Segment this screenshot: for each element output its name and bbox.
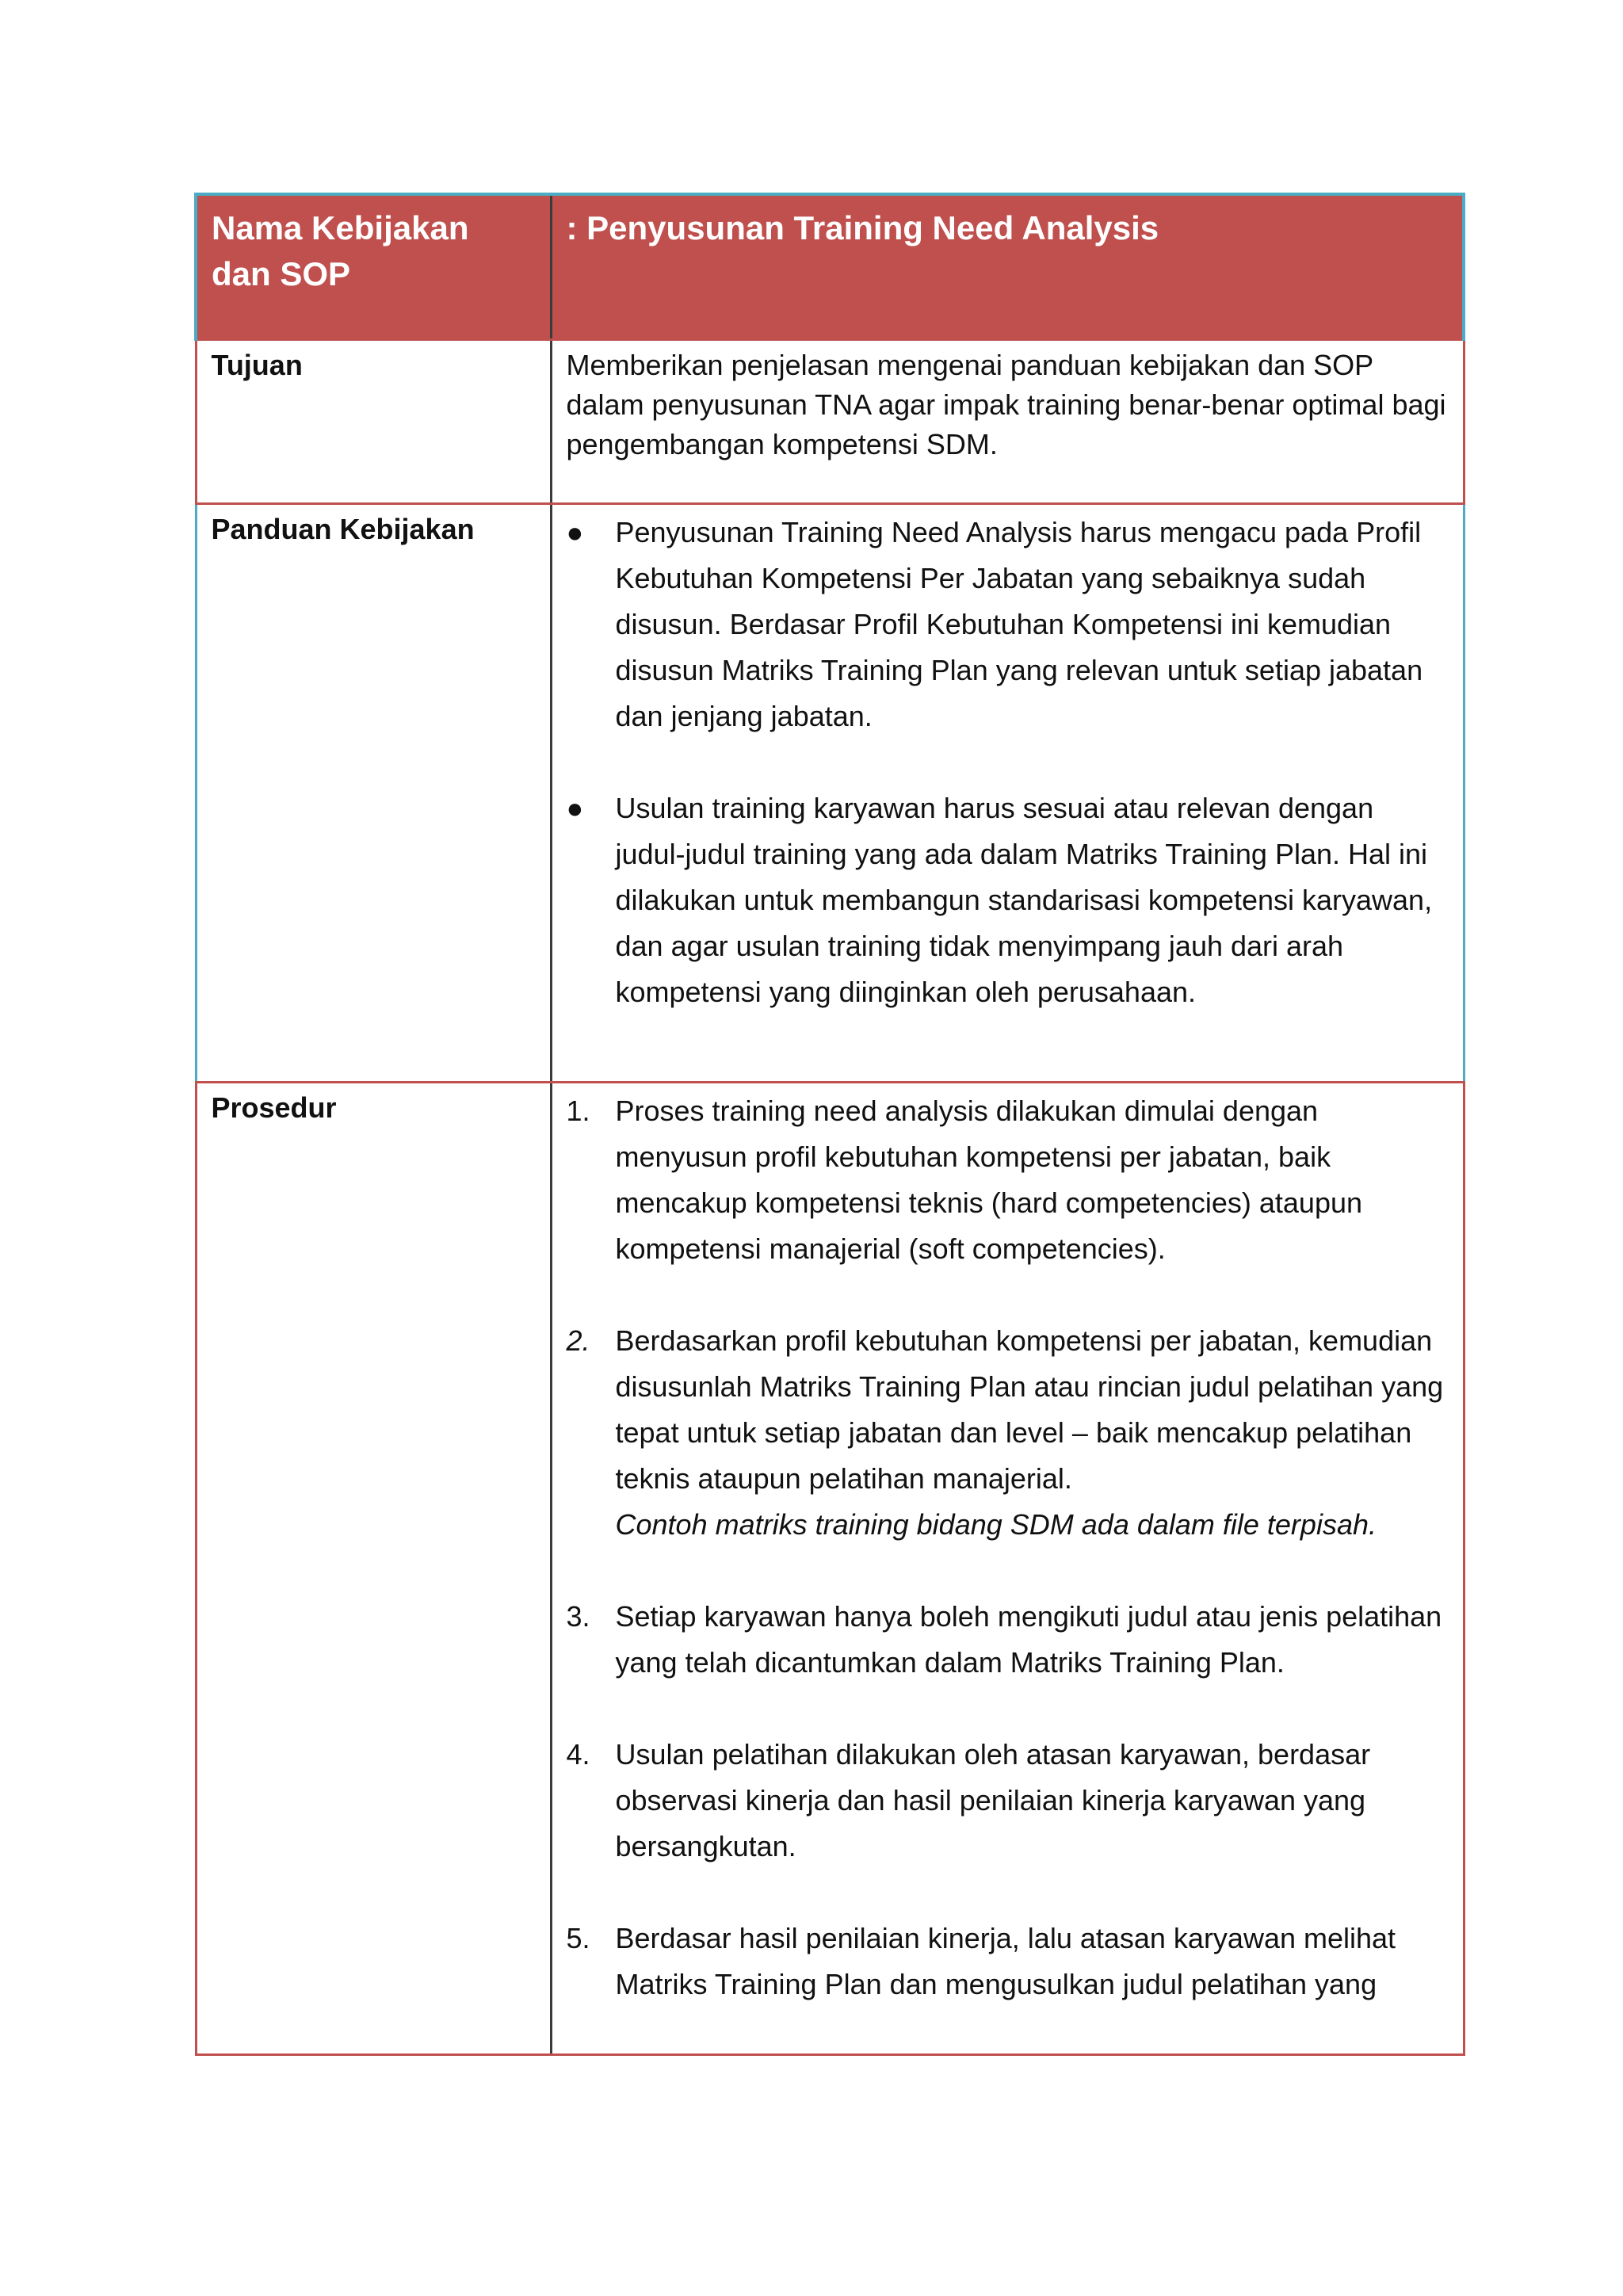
list-item-body — [616, 1318, 1449, 1548]
prosedur-label: Prosedur — [196, 1082, 551, 2054]
list-item — [567, 1088, 1449, 1272]
panduan-label: Panduan Kebijakan — [196, 503, 551, 1082]
prosedur-row — [196, 1082, 1464, 2054]
header-row — [196, 194, 1464, 339]
list-item — [567, 1732, 1449, 1870]
tujuan-label: Tujuan — [196, 339, 551, 503]
list-item-number: 3. — [566, 1599, 590, 1633]
list-item-number: 5. — [566, 1921, 590, 1954]
tujuan-text: Memberikan penjelasan mengenai panduan kebijakan dan SOP dalam penyusunan TNA agar impak training benar-benar optimal bagi pengembangan kompetensi SDM. — [551, 339, 1464, 503]
list-item-text: Usulan pelatihan dilakukan oleh atasan karyawan, berdasar observasi kinerja dan hasil penilaian kinerja karyawan yang bersangkutan. — [615, 1737, 1371, 1862]
list-item-note: Contoh matriks training bidang SDM ada dalam file terpisah. — [615, 1507, 1377, 1541]
list-item — [567, 510, 1449, 739]
list-item-text: Penyusunan Training Need Analysis harus mengacu pada Profil Kebutuhan Kompetensi Per Jabatan yang sebaiknya sudah disusun. Berdasar Profil Kebutuhan Kompetensi ini kemudian disusun Matriks Training Plan yang relevan untuk setiap jabatan dan jenjang jabatan. — [615, 515, 1423, 732]
list-item-number: 1. — [566, 1094, 590, 1127]
list-item-text: Berdasarkan profil kebutuhan kompetensi per jabatan, kemudian disusunlah Matriks Training Plan atau rincian judul pelatihan yang tepat untuk setiap jabatan dan level – baik mencakup pelatihan teknis ataupun pelatihan manajerial. — [615, 1324, 1444, 1495]
policy-sop-table — [194, 193, 1465, 2056]
list-item-text: Berdasar hasil penilaian kinerja, lalu atasan karyawan melihat Matriks Training Plan dan mengusulkan judul pelatihan yang — [615, 1921, 1396, 2000]
tujuan-row — [196, 339, 1464, 503]
panduan-list — [551, 503, 1464, 1082]
list-item-text: Proses training need analysis dilakukan dimulai dengan menyusun profil kebutuhan kompetensi per jabatan, baik mencakup kompetensi teknis (hard competencies) ataupun kompetensi manajerial (soft competencies). — [615, 1094, 1363, 1265]
list-item-number: 4. — [566, 1737, 590, 1771]
panduan-row — [196, 503, 1464, 1082]
prosedur-list — [551, 1082, 1464, 2054]
list-item — [567, 1318, 1449, 1548]
list-item — [567, 1594, 1449, 1686]
list-item — [567, 785, 1449, 1015]
list-item — [567, 1916, 1449, 2008]
bullet-icon: ● — [566, 791, 584, 824]
list-item-text: Usulan training karyawan harus sesuai atau relevan dengan judul-judul training yang ada dalam Matriks Training Plan. Hal ini dilakukan untuk membangun standarisasi kompetensi karyawan, dan agar usulan training tidak menyimpang jauh dari arah kompetensi yang diinginkan oleh perusahaan. — [615, 791, 1433, 1008]
policy-name-value: : Penyusunan Training Need Analysis — [551, 194, 1464, 339]
list-item-number: 2. — [566, 1324, 590, 1357]
policy-name-label: Nama Kebijakan dan SOP — [196, 194, 551, 339]
bullet-icon: ● — [566, 515, 584, 548]
list-item-text: Setiap karyawan hanya boleh mengikuti judul atau jenis pelatihan yang telah dicantumkan dalam Matriks Training Plan. — [615, 1599, 1442, 1679]
